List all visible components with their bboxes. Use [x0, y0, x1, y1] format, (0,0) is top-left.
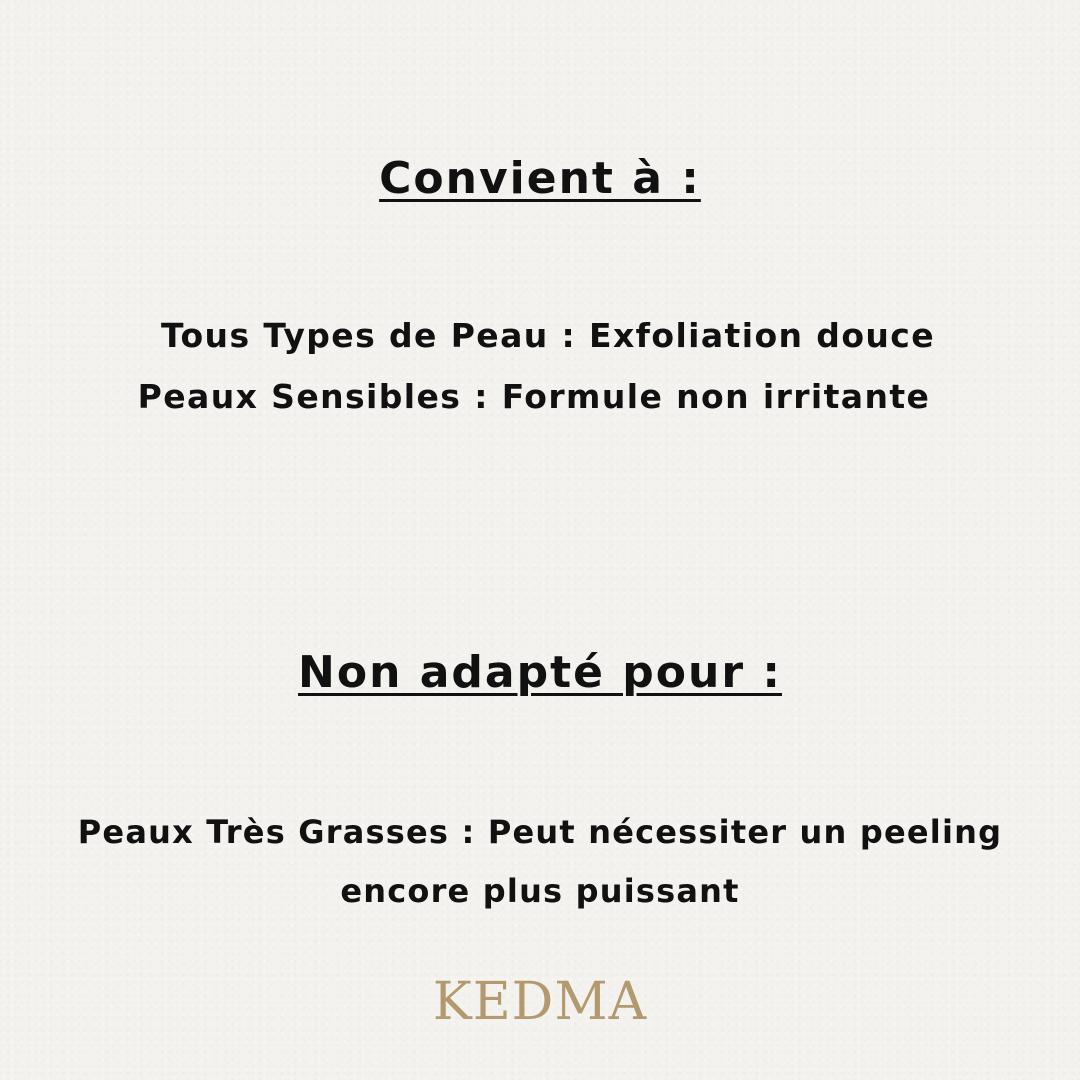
not-suitable-line: encore plus puissant	[340, 872, 740, 910]
brand-logo: KEDMA	[432, 972, 648, 1032]
not-suitable-heading	[0, 647, 1080, 699]
suitable-heading-text: Convient à :	[379, 153, 701, 204]
not-suitable-line: Peaux Très Grasses : Peut nécessiter un peeling	[77, 813, 1003, 851]
suitable-item: Peaux Sensibles : Formule non irritante	[137, 377, 931, 416]
suitable-item: Tous Types de Peau : Exfoliation douce	[160, 316, 936, 355]
not-suitable-heading-text: Non adapté pour :	[298, 647, 782, 698]
suitable-heading	[0, 153, 1080, 205]
